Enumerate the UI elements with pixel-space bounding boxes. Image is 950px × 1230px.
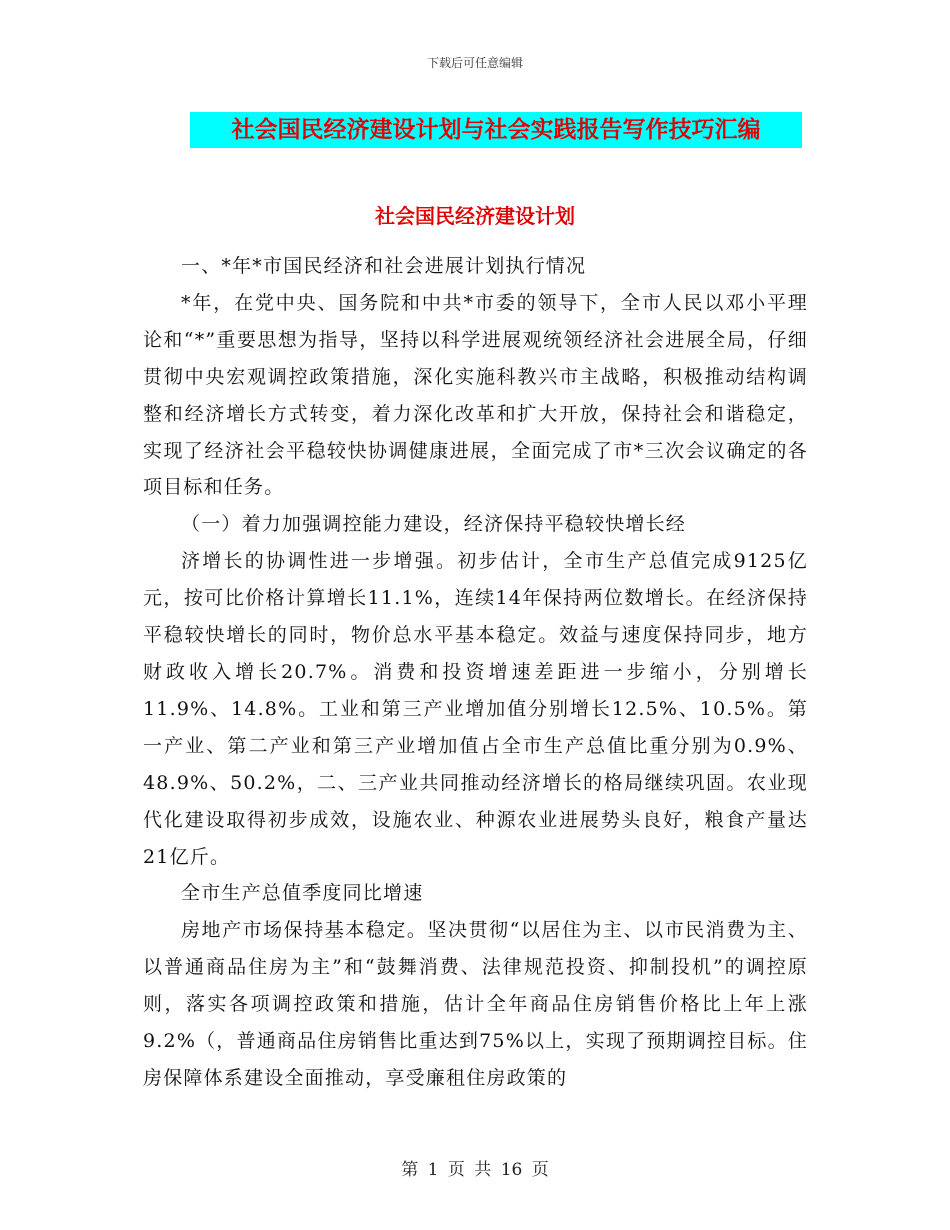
header-note: 下载后可任意编辑 [426,56,523,70]
document-main-title: 社会国民经济建设计划与社会实践报告写作技巧汇编 [190,112,802,148]
page-number-footer: 第 1 页 共 16 页 [401,1160,549,1180]
chart-caption: 全市生产总值季度同比增速 [181,882,424,905]
heading-paragraph: 一、*年*市国民经济和社会进展计划执行情况 [181,255,587,277]
subheading-paragraph: （一）着力加强调控能力建设，经济保持平稳较快增长经 [181,513,687,536]
body-paragraph: 济增长的协调性进一步增强。初步估计，全市生产总值完成9125亿元，按可比价格计算增长11.1%，连续14年保持两位数增长。在经济保持平稳较快增长的同时，物价总水平基本稳定。效益与速度保持同步，地方财政收入增长20.7%。消费和投资增速差距进一步缩小，分别增长11.9%、14.8%。工业和第三产业增加值分别增长12.5%、10.5%。第一产业、第二产业和第三产业增加值占全市生产总值比重分别为0.9%、48.9%、50.2%，二、三产业共同推动经济增长的格局继续巩固。农业现代化建设取得初步成效，设施农业、种源农业进展势头良好，粮食产量达21亿斤。 [143,550,808,868]
section-title: 社会国民经济建设计划 [375,204,575,228]
body-paragraph: 房地产市场保持基本稳定。坚决贯彻“以居住为主、以市民消费为主、以普通商品住房为主”和“鼓舞消费、法律规范投资、抑制投机”的调控原则，落实各项调控政策和措施，估计全年商品住房销售价格比上年上涨9.2%（，普通商品住房销售比重达到75%以上，实现了预期调控目标。住房保障体系建设全面推动，享受廉租住房政策的 [143,919,808,1089]
document-body [143,248,808,1097]
body-paragraph: *年，在党中央、国务院和中共*市委的领导下，全市人民以邓小平理论和“*”重要思想为指导，坚持以科学进展观统领经济社会进展全局，仔细贯彻中央宏观调控政策措施，深化实施科教兴市主战略，积极推动结构调整和经济增长方式转变，着力深化改革和扩大开放，保持社会和谐稳定，实现了经济社会平稳较快协调健康进展，全面完成了市*三次会议确定的各项目标和任务。 [143,291,808,499]
